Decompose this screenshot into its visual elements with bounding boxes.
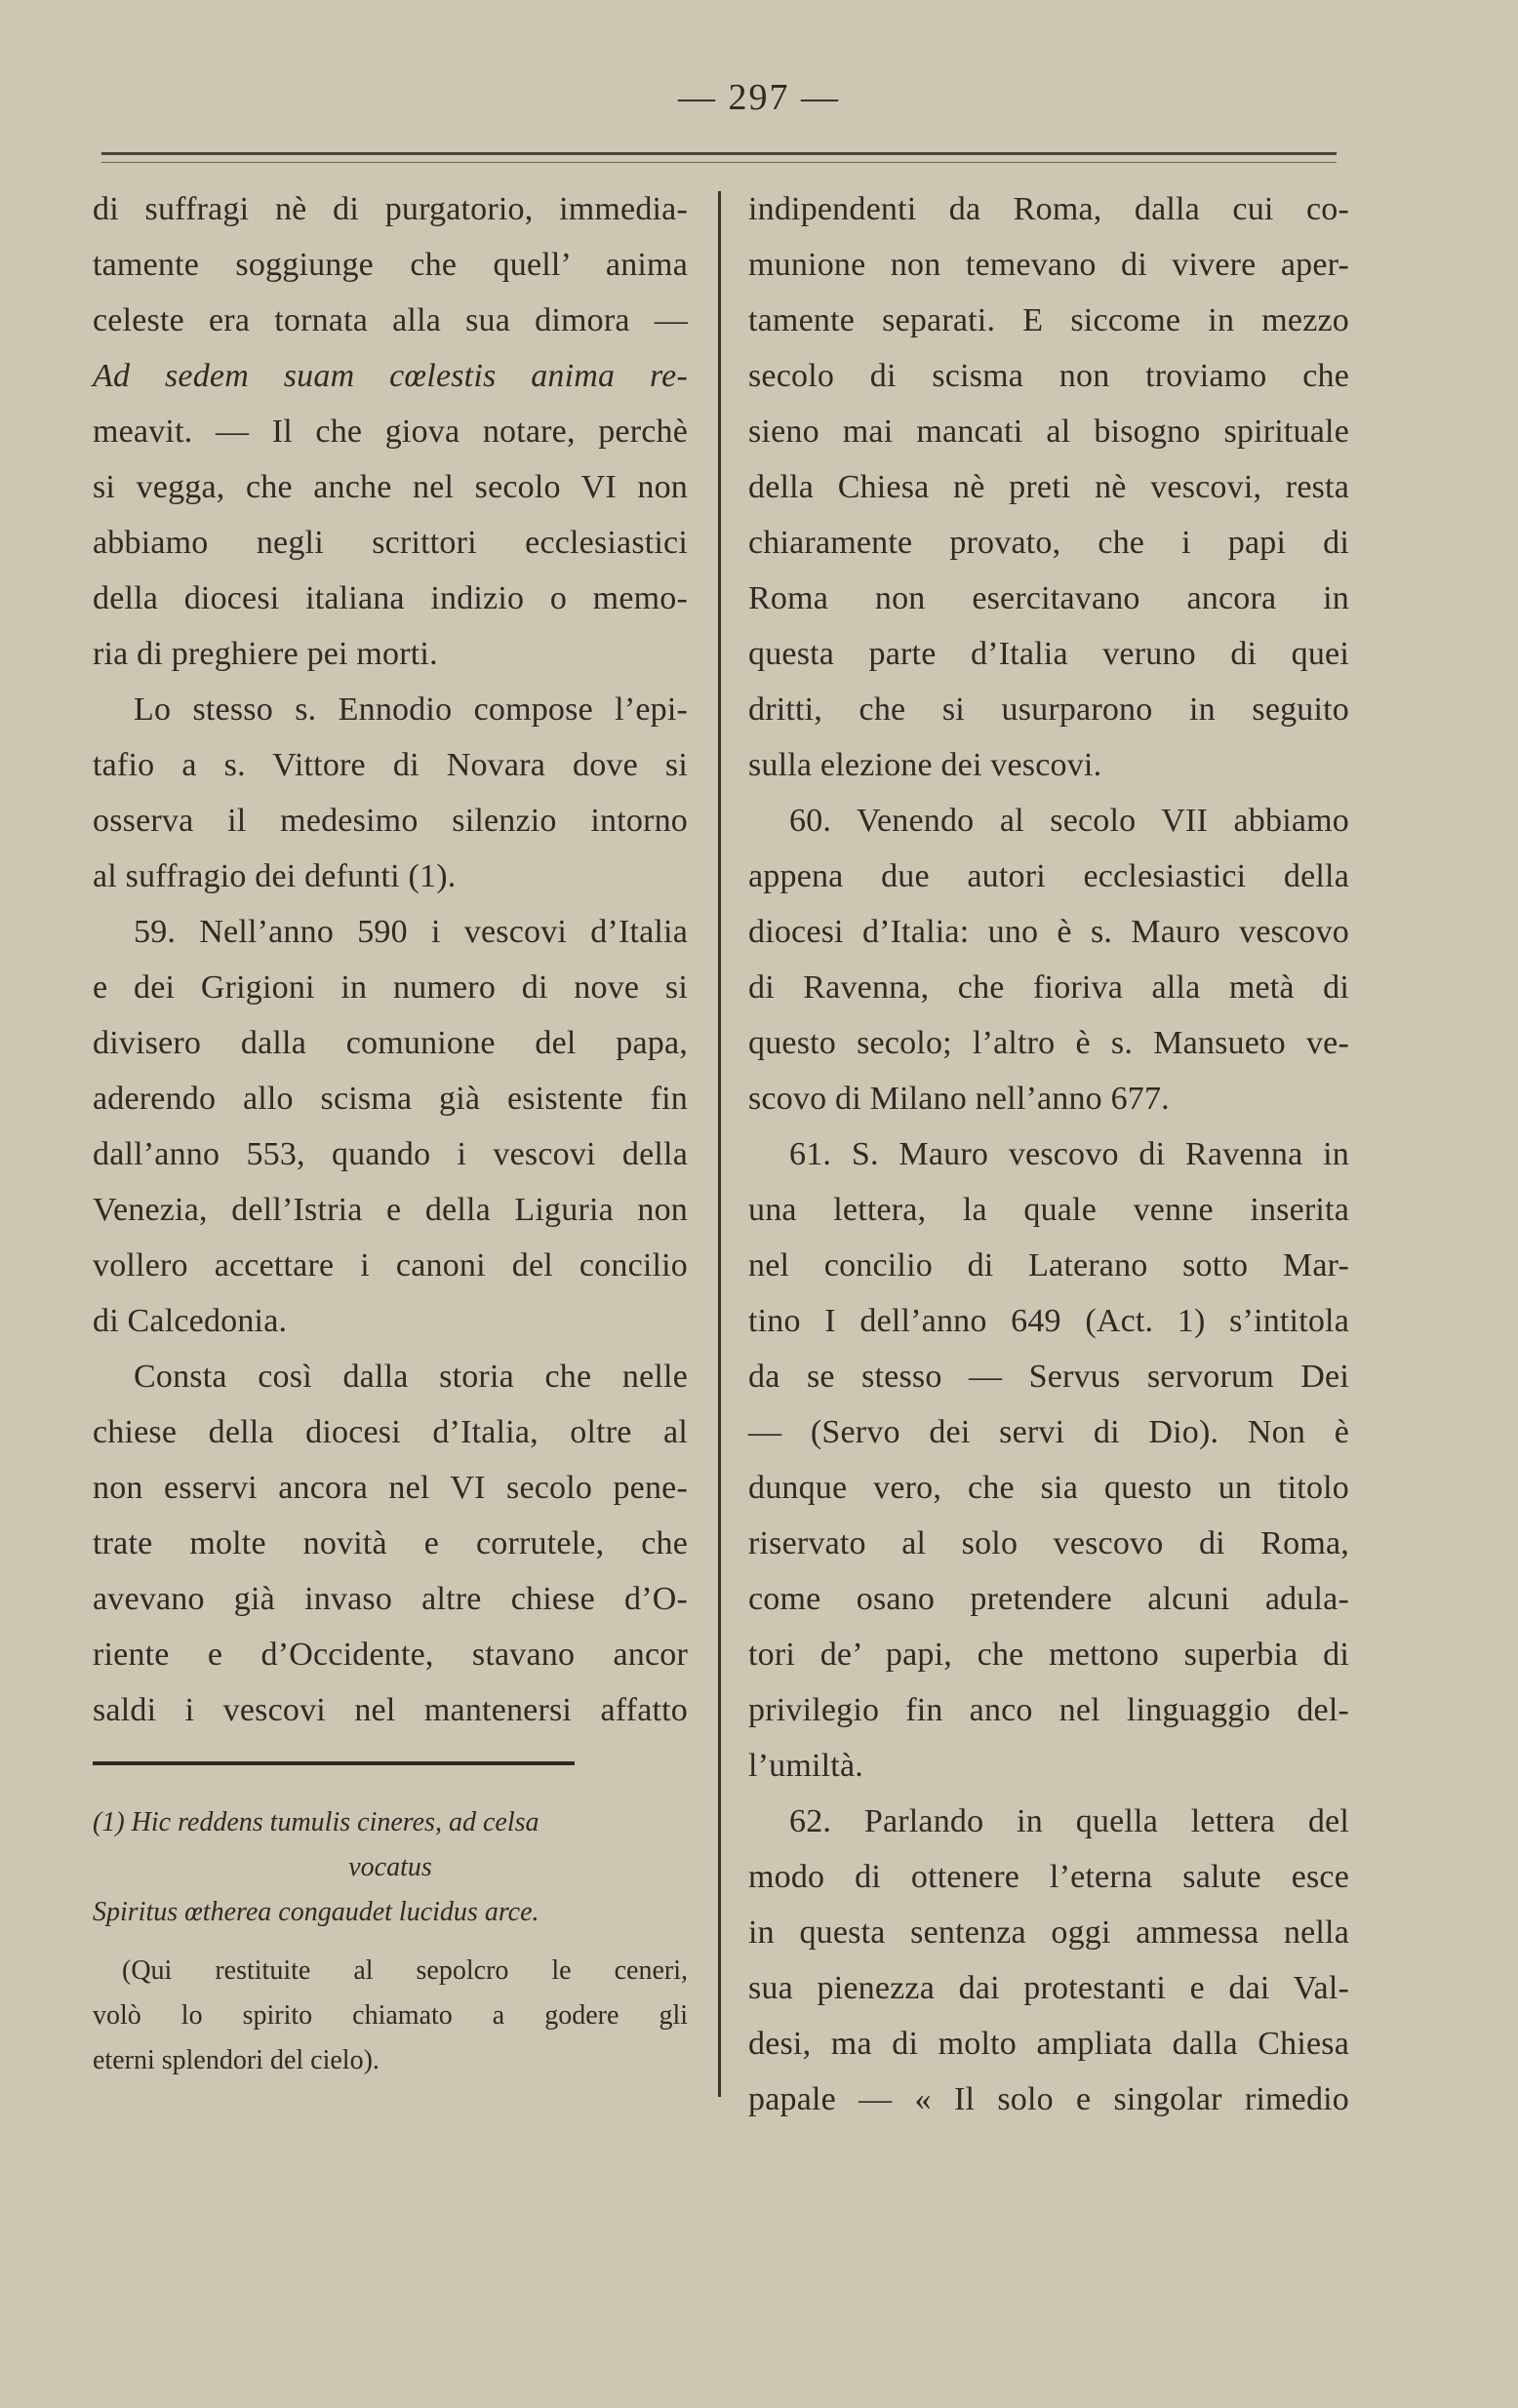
footnote-translation-line: volò lo spirito chiamato a godere gli [93, 2000, 688, 2031]
text-line: tori de’ papi, che mettono superbia di [748, 1637, 1349, 1673]
text-line: modo di ottenere l’eterna salute esce [748, 1859, 1349, 1895]
text-line: non esservi ancora nel VI secolo pene- [93, 1470, 688, 1506]
text-line: l’umiltà. [748, 1748, 863, 1784]
text-line: chiese della diocesi d’Italia, oltre al [93, 1414, 688, 1450]
text-line: dall’anno 553, quando i vescovi della [93, 1136, 688, 1172]
text-line: riente e d’Occidente, stavano ancor [93, 1637, 688, 1673]
column-divider [718, 191, 721, 2097]
text-line: sieno mai mancati al bisogno spirituale [748, 414, 1349, 450]
text-line: privilegio fin anco nel linguaggio del- [748, 1692, 1349, 1728]
text-line: celeste era tornata alla sua dimora — [93, 302, 688, 338]
text-line: tino I dell’anno 649 (Act. 1) s’intitola [748, 1303, 1349, 1339]
text-line: da se stesso — Servus servorum Dei [748, 1359, 1349, 1395]
text-line: avevano già invaso altre chiese d’O- [93, 1581, 688, 1617]
footnote [93, 1800, 688, 2083]
text-line: — (Servo dei servi di Dio). Non è [748, 1414, 1349, 1450]
text-line: come osano pretendere alcuni adula- [748, 1581, 1349, 1617]
text-line: in questa sentenza oggi ammessa nella [748, 1915, 1349, 1951]
text-line: Venezia, dell’Istria e della Liguria non [93, 1192, 688, 1228]
footnote-verse-line: (1) Hic reddens tumulis cineres, ad celsa [93, 1807, 539, 1837]
right-column [748, 181, 1349, 2127]
text-line: appena due autori ecclesiastici della [748, 858, 1349, 894]
footnote-spacer [93, 1935, 688, 1949]
text-line: tamente separati. E siccome in mezzo [748, 302, 1349, 338]
footnote-translation-line: eterni splendori del cielo). [93, 2045, 380, 2075]
text-line: chiaramente provato, che i papi di [748, 525, 1349, 561]
text-line: nel concilio di Laterano sotto Mar- [748, 1247, 1349, 1283]
text-line: osserva il medesimo silenzio intorno [93, 803, 688, 839]
text-line: Lo stesso s. Ennodio compose l’epi- [134, 691, 688, 728]
text-line: saldi i vescovi nel mantenersi affatto [93, 1692, 688, 1728]
text-line: di Ravenna, che fioriva alla metà di [748, 969, 1349, 1006]
text-line: Consta così dalla storia che nelle [134, 1359, 688, 1395]
text-line: questa parte d’Italia veruno di quei [748, 636, 1349, 672]
text-line: 60. Venendo al secolo VII abbiamo [789, 803, 1349, 839]
text-line: della Chiesa nè preti nè vescovi, resta [748, 469, 1349, 505]
text-line: sulla elezione dei vescovi. [748, 747, 1102, 783]
text-line: di Calcedonia. [93, 1303, 288, 1339]
text-line: aderendo allo scisma già esistente fin [93, 1081, 688, 1117]
text-line: di suffragi nè di purgatorio, immedia- [93, 191, 688, 227]
footnote-rule [93, 1761, 575, 1765]
text-line: 61. S. Mauro vescovo di Ravenna in [789, 1136, 1349, 1172]
text-line: trate molte novità e corrutele, che [93, 1525, 688, 1561]
text-line: abbiamo negli scrittori ecclesiastici [93, 525, 688, 561]
page-number: — 297 — [678, 77, 840, 118]
text-line: indipendenti da Roma, dalla cui co- [748, 191, 1349, 227]
text-line: e dei Grigioni in numero di nove si [93, 969, 688, 1006]
text-line: scovo di Milano nell’anno 677. [748, 1081, 1170, 1117]
text-line: Ad sedem suam cœlestis anima re- [93, 358, 688, 394]
text-line: Roma non esercitavano ancora in [748, 580, 1349, 616]
text-line: ria di preghiere pei morti. [93, 636, 438, 672]
text-line: dunque vero, che sia questo un titolo [748, 1470, 1349, 1506]
footnote-verse-line: Spiritus œtherea congaudet lucidus arce. [93, 1897, 539, 1927]
text-line: vollero accettare i canoni del concilio [93, 1247, 688, 1283]
text-line: diocesi d’Italia: uno è s. Mauro vescovo [748, 914, 1349, 950]
text-line: 62. Parlando in quella lettera del [789, 1803, 1349, 1839]
text-line: tamente soggiunge che quell’ anima [93, 247, 688, 283]
text-line: sua pienezza dai protestanti e dai Val- [748, 1970, 1349, 2006]
left-column [93, 181, 688, 1738]
text-line: si vegga, che anche nel secolo VI non [93, 469, 688, 505]
text-line: questo secolo; l’altro è s. Mansueto ve- [748, 1025, 1349, 1061]
text-line: meavit. — Il che giova notare, perchè [93, 414, 688, 450]
text-line: 59. Nell’anno 590 i vescovi d’Italia [134, 914, 688, 950]
text-line: riservato al solo vescovo di Roma, [748, 1525, 1349, 1561]
footnote-verse-line: vocatus [348, 1852, 432, 1882]
text-line: divisero dalla comunione del papa, [93, 1025, 688, 1061]
text-line: papale — « Il solo e singolar rimedio [748, 2081, 1349, 2117]
text-line: della diocesi italiana indizio o memo- [93, 580, 688, 616]
text-line: una lettera, la quale venne inserita [748, 1192, 1349, 1228]
footnote-translation-line: (Qui restituite al sepolcro le ceneri, [122, 1955, 688, 1986]
text-line: al suffragio dei defunti (1). [93, 858, 457, 894]
text-line: dritti, che si usurparono in seguito [748, 691, 1349, 728]
text-line: secolo di scisma non troviamo che [748, 358, 1349, 394]
header-rule [101, 152, 1337, 163]
text-line: tafio a s. Vittore di Novara dove si [93, 747, 688, 783]
text-line: desi, ma di molto ampliata dalla Chiesa [748, 2026, 1349, 2062]
text-line: munione non temevano di vivere aper- [748, 247, 1349, 283]
